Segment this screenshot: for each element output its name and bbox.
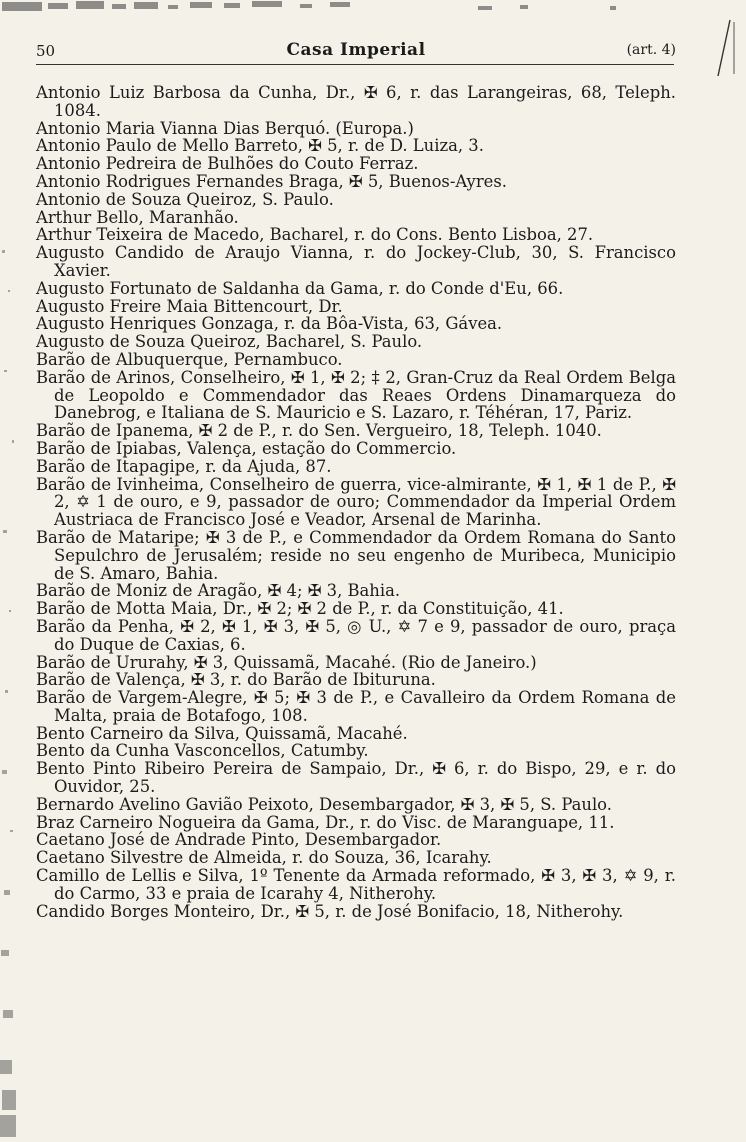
entry: Barão de Arinos, Conselheiro, ✠ 1, ✠ 2; ‡ 2, Gran-Cruz da Real Ordem Belga de Leopoldo e Commendador das Reaes Ordens Dinamarqueza do Danebrog, e Italiana de S. Mauricio e S. Lazaro, r. Téhéran, 17, Pariz. (36, 367, 676, 423)
entry: Antonio Paulo de Mello Barreto, ✠ 5, r. de D. Luiza, 3. (36, 136, 484, 156)
entry: Augusto Fortunato de Saldanha da Gama, r. do Conde d'Eu, 66. (36, 278, 564, 298)
entry: Bento da Cunha Vasconcellos, Catumby. (36, 741, 369, 761)
entry: Candido Borges Monteiro, Dr., ✠ 5, r. de José Bonifacio, 18, Nitherohy. (36, 901, 624, 921)
entry: Camillo de Lellis e Silva, 1º Tenente da Armada reformado, ✠ 3, ✠ 3, ✡ 9, r. do Carmo, 33 e praia de Icarahy 4, Nitherohy. (36, 866, 676, 903)
entry: Caetano Silvestre de Almeida, r. do Souza, 36, Icarahy. (36, 848, 492, 868)
running-title: Casa Imperial (286, 40, 426, 60)
entry: Antonio de Souza Queiroz, S. Paulo. (36, 189, 334, 209)
entry: Barão de Mataripe; ✠ 3 de P., e Commendador da Ordem Romana do Santo Sepulchro de Jerusalém; reside no seu engenho de Muribeca, Municipio de S. Amaro, Bahia. (36, 527, 676, 583)
article-reference: (art. 4) (626, 42, 676, 58)
entry: Arthur Bello, Maranhão. (36, 207, 239, 227)
left-edge-specks (0, 230, 24, 1142)
top-edge-specks (0, 0, 746, 20)
entry: Bernardo Avelino Gavião Peixoto, Desembargador, ✠ 3, ✠ 5, S. Paulo. (36, 794, 612, 814)
entry: Augusto de Souza Queiroz, Bacharel, S. Paulo. (36, 332, 423, 352)
entry-list (36, 84, 676, 920)
entry: Bento Pinto Ribeiro Pereira de Sampaio, Dr., ✠ 6, r. do Bispo, 29, e r. do Ouvidor, 25. (36, 759, 676, 797)
entry: Antonio Maria Vianna Dias Berquó. (Europa.) (36, 118, 414, 138)
header-rule (36, 64, 674, 65)
entry: Antonio Pedreira de Bulhões do Couto Ferraz. (36, 154, 419, 174)
entry: Antonio Rodrigues Fernandes Braga, ✠ 5, Buenos-Ayres. (36, 171, 507, 191)
margin-mark (708, 18, 738, 78)
entry: Antonio Luiz Barbosa da Cunha, Dr., ✠ 6, r. das Larangeiras, 68, Teleph. 1084. (36, 83, 676, 120)
entry: Barão de Ururahy, ✠ 3, Quissamã, Macahé. (Rio de Janeiro.) (36, 652, 537, 672)
entry: Barão de Ipanema, ✠ 2 de P., r. do Sen. Vergueiro, 18, Teleph. 1040. (36, 421, 602, 441)
entry: Braz Carneiro Nogueira da Gama, Dr., r. do Visc. de Maranguape, 11. (36, 812, 615, 832)
entry: Barão de Ivinheima, Conselheiro de guerra, vice-almirante, ✠ 1, ✠ 1 de P., ✠ 2, ✡ 1 de ouro, e 9, passador de ouro; Commendador da Imperial Ordem Austriaca de Francisco José e Veador, Arsenal de Marinha. (36, 474, 676, 530)
entry: Bento Carneiro da Silva, Quissamã, Macahé. (36, 723, 408, 743)
entry: Barão de Itapagipe, r. da Ajuda, 87. (36, 456, 332, 476)
entry: Augusto Freire Maia Bittencourt, Dr. (36, 296, 343, 316)
entry: Barão da Penha, ✠ 2, ✠ 1, ✠ 3, ✠ 5, ◎ U., ✡ 7 e 9, passador de ouro, praça do Duque de Caxias, 6. (36, 616, 676, 654)
entry: Augusto Candido de Araujo Vianna, r. do Jockey-Club, 30, S. Francisco Xavier. (36, 243, 676, 280)
page-number: 50 (36, 42, 56, 60)
entry: Augusto Henriques Gonzaga, r. da Bôa-Vista, 63, Gávea. (36, 314, 503, 334)
entry: Caetano José de Andrade Pinto, Desembargador. (36, 830, 442, 850)
entry: Barão de Motta Maia, Dr., ✠ 2; ✠ 2 de P., r. da Constituição, 41. (36, 599, 564, 619)
entry: Barão de Ipiabas, Valença, estação do Commercio. (36, 438, 457, 458)
entry: Arthur Teixeira de Macedo, Bacharel, r. do Cons. Bento Lisboa, 27. (36, 225, 594, 245)
entry: Barão de Valença, ✠ 3, r. do Barão de Ibituruna. (36, 670, 436, 690)
page-header (36, 40, 676, 64)
entry: Barão de Vargem-Alegre, ✠ 5; ✠ 3 de P., e Cavalleiro da Ordem Romana de Malta, praia de Botafogo, 108. (36, 688, 676, 725)
entry: Barão de Albuquerque, Pernambuco. (36, 349, 343, 369)
entry: Barão de Moniz de Aragão, ✠ 4; ✠ 3, Bahia. (36, 581, 401, 601)
